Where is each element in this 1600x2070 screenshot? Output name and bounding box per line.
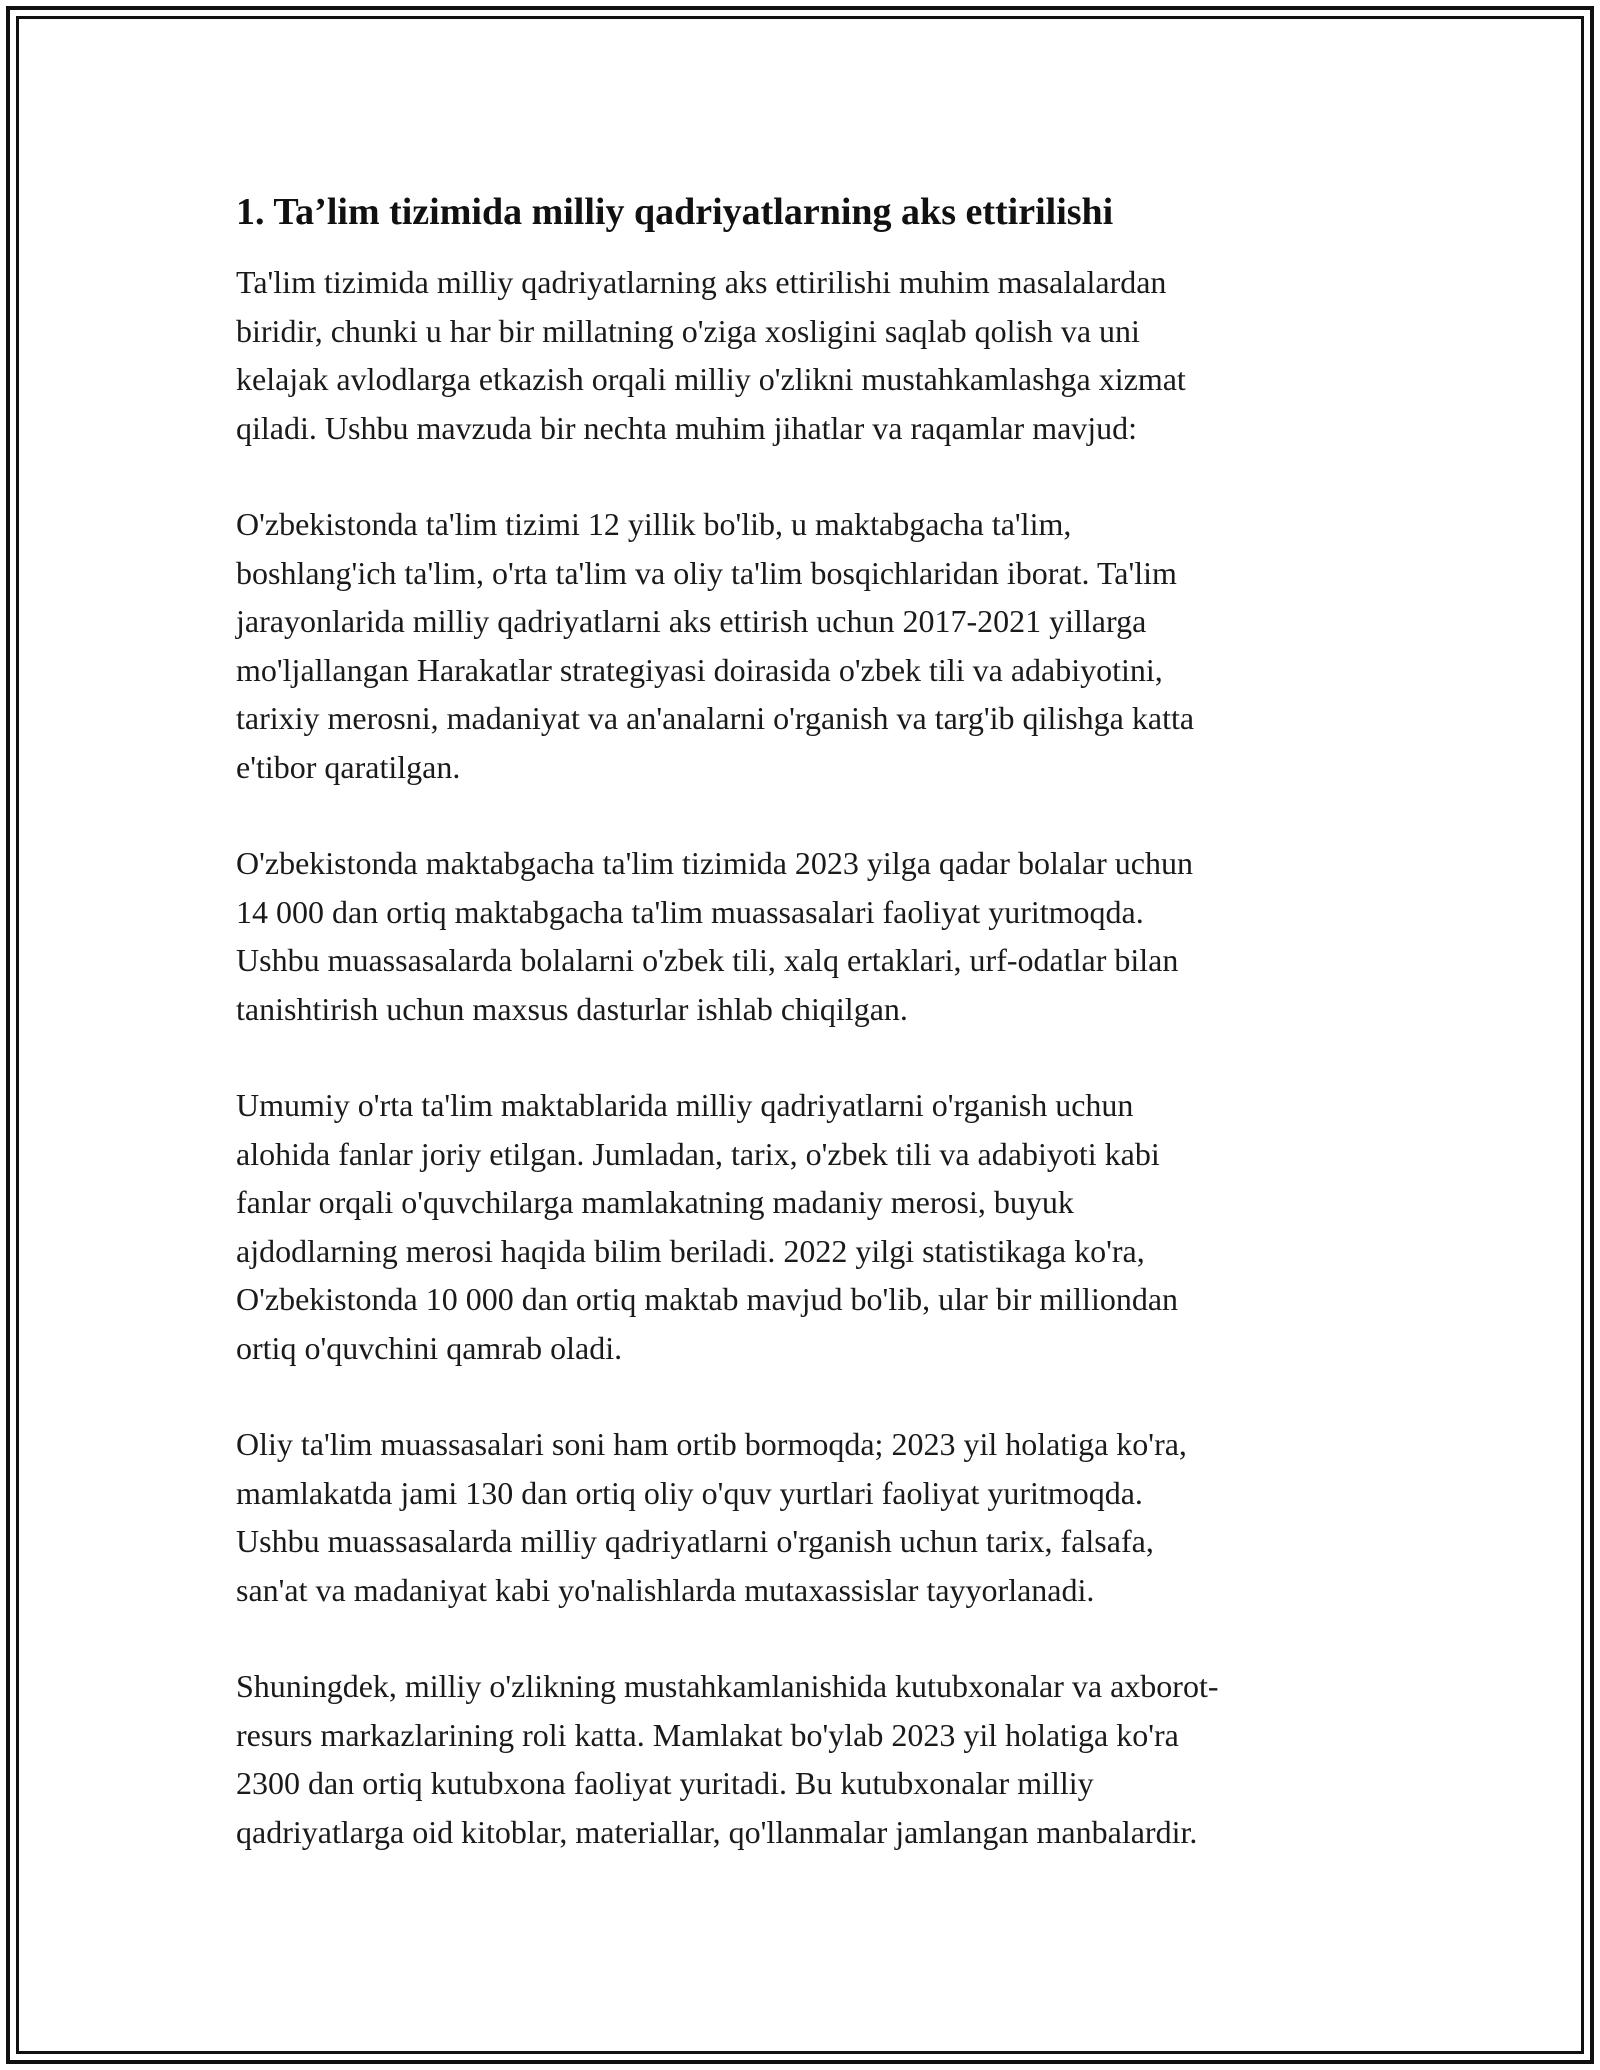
section-heading: 1. Ta’lim tizimida milliy qadriyatlarning aks ettirilishi [236,191,1114,233]
paragraph-line: san'at va madaniyat kabi yo'nalishlarda mutaxassislar tayyorlanadi. [236,1571,1095,1608]
document-body [236,186,1386,1904]
paragraph-line: qiladi. Ushbu mavzuda bir nechta muhim jihatlar va raqamlar mavjud: [236,409,1138,446]
paragraph-line: O'zbekistonda maktabgacha ta'lim tizimida 2023 yilga qadar bolalar uchun [236,845,1193,881]
paragraph [236,500,1386,791]
paragraph-line: O'zbekistonda 10 000 dan ortiq maktab mavjud bo'lib, ular bir milliondan [236,1281,1179,1317]
paragraph [236,1081,1386,1372]
paragraph-line: fanlar orqali o'quvchilarga mamlakatning madaniy merosi, buyuk [236,1184,1074,1220]
paragraph-line: e'tibor qaratilgan. [236,748,461,785]
paragraph-line: alohida fanlar joriy etilgan. Jumladan, tarix, o'zbek tili va adabiyoti kabi [236,1135,1160,1172]
paragraph-line: 14 000 dan ortiq maktabgacha ta'lim muassasalari faoliyat yuritmoqda. [236,893,1144,930]
paragraph-line: qadriyatlarga oid kitoblar, materiallar, qo'llanmalar jamlangan manbalardir. [236,1813,1198,1850]
paragraph-line: Umumiy o'rta ta'lim maktablarida milliy qadriyatlarni o'rganish uchun [236,1087,1134,1123]
paragraph-line: 2300 dan ortiq kutubxona faoliyat yuritadi. Bu kutubxonalar milliy [236,1765,1094,1801]
paragraph-line: Ta'lim tizimida milliy qadriyatlarning aks ettirilishi muhim masalalardan [236,264,1167,300]
paragraph-list [236,258,1386,1856]
paragraph-line: ortiq o'quvchini qamrab oladi. [236,1329,623,1366]
paragraph-line: biridir, chunki u har bir millatning o'ziga xosligini saqlab qolish va uni [236,312,1140,349]
paragraph-line: Ushbu muassasalarda bolalarni o'zbek tili, xalq ertaklari, urf-odatlar bilan [236,942,1179,978]
paragraph-line: kelajak avlodlarga etkazish orqali milliy o'zlikni mustahkamlashga xizmat [236,361,1186,397]
paragraph-line: O'zbekistonda ta'lim tizimi 12 yillik bo'lib, u maktabgacha ta'lim, [236,506,1072,542]
paragraph-line: ajdodlarning merosi haqida bilim beriladi. 2022 yilgi statistikaga ko'ra, [236,1232,1145,1269]
paragraph-line: mo'ljallangan Harakatlar strategiyasi doirasida o'zbek tili va adabiyotini, [236,651,1163,688]
paragraph-line: boshlang'ich ta'lim, o'rta ta'lim va oliy ta'lim bosqichlaridan iborat. Ta'lim [236,554,1177,591]
paragraph-line: Shuningdek, milliy o'zlikning mustahkamlanishida kutubxonalar va axborot- [236,1668,1219,1704]
paragraph [236,1420,1386,1614]
paragraph-line: mamlakatda jami 130 dan ortiq oliy o'quv yurtlari faoliyat yuritmoqda. [236,1474,1143,1511]
paragraph-line: Ushbu muassasalarda milliy qadriyatlarni o'rganish uchun tarix, falsafa, [236,1523,1154,1559]
paragraph-line: tarixiy merosni, madaniyat va an'analarni o'rganish va targ'ib qilishga katta [236,700,1195,736]
paragraph-line: tanishtirish uchun maxsus dasturlar ishlab chiqilgan. [236,990,908,1027]
paragraph [236,258,1386,452]
paragraph-line: Oliy ta'lim muassasalari soni ham ortib bormoqda; 2023 yil holatiga ko'ra, [236,1426,1187,1462]
paragraph [236,839,1386,1033]
paragraph [236,1662,1386,1856]
paragraph-line: resurs markazlarining roli katta. Mamlakat bo'ylab 2023 yil holatiga ko'ra [236,1716,1179,1753]
paragraph-line: jarayonlarida milliy qadriyatlarni aks ettirish uchun 2017-2021 yillarga [236,603,1147,639]
